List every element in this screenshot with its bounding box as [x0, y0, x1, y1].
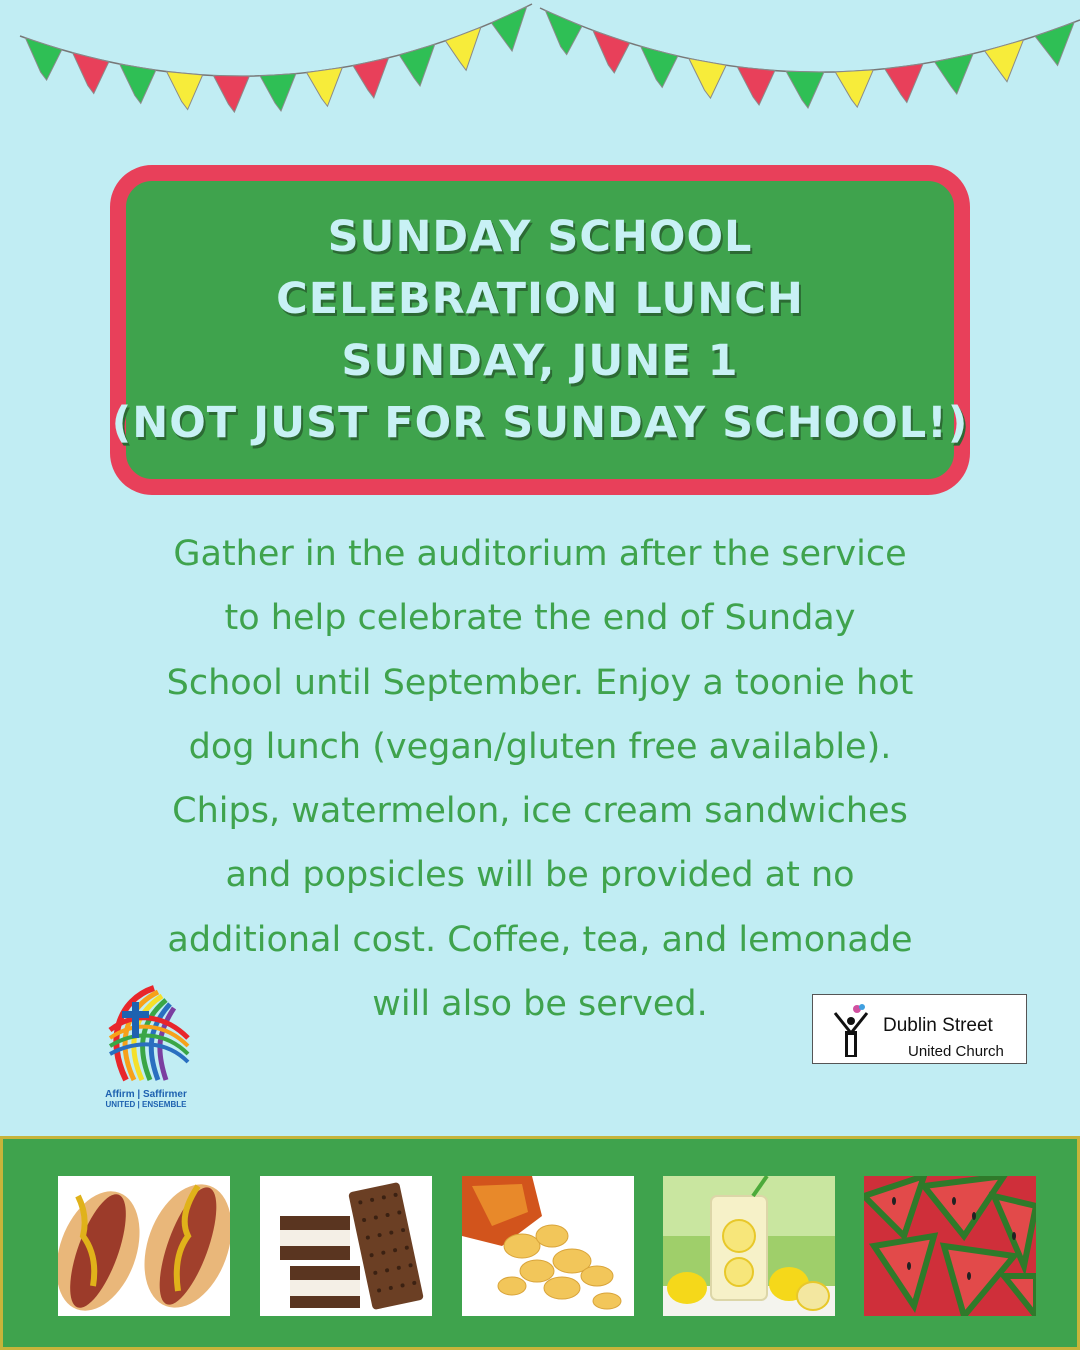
- bunting-flag: [213, 76, 249, 113]
- bunting-flag: [120, 64, 156, 103]
- bunting-flag: [641, 46, 678, 87]
- affirm-logo-text-1: Affirm | Saffirmer: [105, 1089, 187, 1100]
- potato-chips-image: [462, 1176, 634, 1316]
- description-line: dog lunch (vegan/gluten free available).: [188, 726, 892, 767]
- bunting-flag: [689, 58, 726, 98]
- bunting-flag: [353, 58, 389, 98]
- dublin-logo-subtitle: United Church: [908, 1043, 1004, 1060]
- title-line-1: SUNDAY SCHOOL: [327, 212, 753, 262]
- bunting-flag: [1035, 22, 1074, 65]
- food-image-band: [0, 1136, 1080, 1350]
- bunting-flag: [885, 64, 923, 103]
- bunting-flag: [73, 53, 109, 94]
- bunting-flag: [260, 74, 296, 111]
- bunting-flag: [307, 67, 343, 106]
- bunting-garland: [0, 0, 1080, 150]
- event-description: [100, 522, 980, 1036]
- bunting-flag: [445, 27, 480, 70]
- title-line-4: (NOT JUST FOR SUNDAY SCHOOL!): [111, 398, 969, 448]
- bunting-flag: [985, 40, 1024, 82]
- description-line: additional cost. Coffee, tea, and lemonade: [167, 919, 913, 960]
- watermelon-image: [864, 1176, 1036, 1316]
- title-line-2: CELEBRATION LUNCH: [276, 274, 804, 324]
- description-line: Gather in the auditorium after the service: [173, 534, 907, 574]
- description-line: to help celebrate the end of Sunday: [224, 598, 856, 639]
- rainbow-cross-icon: [96, 980, 196, 1090]
- bunting-flag: [593, 30, 630, 73]
- church-figure-icon: [831, 1003, 871, 1059]
- bunting-flag: [737, 67, 775, 105]
- bunting-flag: [835, 70, 873, 107]
- bunting-flag: [25, 38, 61, 80]
- affirm-united-logo: [96, 980, 196, 1115]
- hot-dog-image: [58, 1176, 230, 1316]
- bunting-flag: [167, 72, 203, 110]
- bunting-flag: [545, 11, 582, 55]
- bunting-flag: [399, 44, 435, 86]
- lemonade-image: [663, 1176, 835, 1316]
- description-line: Chips, watermelon, ice cream sandwiches: [172, 791, 908, 832]
- description-line: and popsicles will be provided at no: [225, 855, 855, 896]
- ice-cream-sandwich-image: [260, 1176, 432, 1316]
- description-line: will also be served.: [372, 984, 708, 1025]
- dublin-logo-name: Dublin Street: [883, 1015, 993, 1036]
- title-line-3: SUNDAY, JUNE 1: [341, 336, 739, 386]
- bunting-flag: [935, 54, 974, 94]
- title-box: [110, 165, 970, 495]
- bunting-flag: [491, 7, 526, 51]
- description-line: School until September. Enjoy a toonie hot: [166, 662, 914, 703]
- bunting-flag: [786, 71, 824, 108]
- dublin-street-logo: [812, 994, 1027, 1064]
- affirm-logo-text-2: UNITED | ENSEMBLE: [105, 1100, 187, 1109]
